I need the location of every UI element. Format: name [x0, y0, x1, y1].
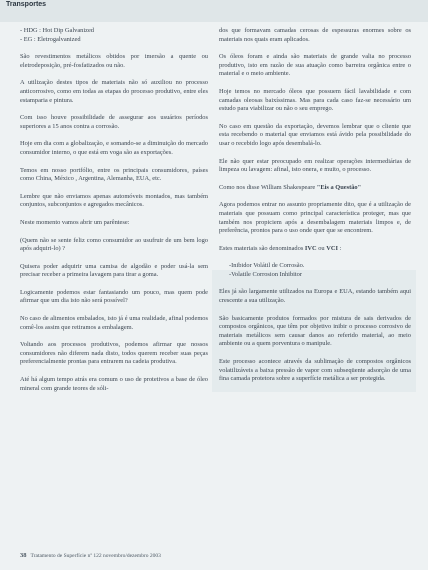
- paragraph: (Quem não se sente feliz como consumidor ao usufruir de um bem logo após adquiri-lo) ?: [20, 236, 208, 253]
- paragraph: Ele não quer estar preocupado em realizar operações intermediárias de limpeza ou lavagem: afinal, isto onera, e muito, o processo.: [219, 157, 411, 174]
- paragraph: São revestimentos metálicos obtidos por imersão a quente ou eletrodeposição, pré-fosfatizados ou não.: [20, 53, 208, 69]
- definition-item: -Inibidor Volátil de Corrosão.: [229, 262, 305, 270]
- paragraph: Este processo acontece através da sublimação de compostos orgânicos volatilizáveis a baixa pressão de vapor com subseqüente adsorção de uma fina camada protetora sobre a superfície metálica a ser protegida.: [219, 358, 411, 383]
- quote-intro: Como nos disse William Shakespeare: [219, 183, 317, 191]
- paragraph: São basicamente produtos formados por mistura de sais derivados de compostos orgânicos, que têm por objetivo inibir o processo corrosivo de materiais metálicos sem causar danos ao referido material, ao meio ambiente ou a quem porventura o manipule.: [219, 314, 411, 348]
- paragraph: Lembre que não enviamos apenas automóveis montados, mas também conjuntos, subconjuntos e agregados mecânicos.: [20, 192, 208, 209]
- paragraph: Hoje em dia com a globalização, e somando-se a diminuição do mercado consumidor interno, o que está em voga são as exportações.: [20, 140, 208, 156]
- paragraph: A utilização destes tipos de materiais não só auxiliou no processo anticorrosivo, como em todas as etapas do processo produtivo, entre eles estamparia e pintura.: [20, 79, 208, 104]
- paragraph: Voltando aos processos produtivos, podemos afirmar que nossos consumidores não diferem nada disto, todos querem receber suas peças preferencialmente prontas para entrarem na cadeia produtiva.: [20, 341, 208, 366]
- vci-term: VCI: [326, 244, 338, 252]
- paragraph: dos que formavam camadas cerosas de espessuras enormes sobre os materiais nos quais eram aplicados.: [219, 27, 411, 43]
- paragraph: Logicamente podemos estar fantasiando um pouco, mas quem pode afirmar que um dia isto não será possível?: [20, 288, 208, 305]
- paragraph: Os óleos foram e ainda são materiais de grande valia no processo produtivo, isto em razão de sua atuação como barreira orgânica entre o material e o meio ambiente.: [219, 53, 411, 78]
- paragraph: Até há algum tempo atrás era comum o uso de protetivos a base de óleo mineral com grande teores de sóli-: [20, 376, 208, 392]
- list-item: - EG : Eletrogalvanized: [20, 35, 81, 43]
- vci-paragraph: [219, 245, 411, 254]
- paragraph: Quisera poder adquirir uma camisa de algodão e poder usá-la sem precisar receber a primeira lavagem para tirar a goma.: [20, 262, 208, 279]
- paragraph: Neste momento vamos abrir um parêntese:: [20, 218, 130, 226]
- quote-text: "Eis a Questão": [316, 183, 362, 191]
- section-title: Transportes: [6, 1, 47, 8]
- list-item: - HDG : Hot Dip Galvanized: [20, 27, 95, 34]
- paragraph: Agora podemos entrar no assunto propriamente dito, que é a utilização de materiais que possuam como principal característica proteger, mas que também nos propiciem após a desembalagem materiais limpos e, de preferência, prontos para o uso onde quer que se encontrem.: [219, 201, 411, 235]
- paragraph: Temos em nosso portfólio, entre os principais consumidores, países como China, México , Argentina, Alemanha, EUA, etc.: [20, 166, 208, 183]
- publication-info: Tratamento de Superfície nº 122 novembro/dezembro 2003: [30, 553, 161, 559]
- footer: [20, 552, 161, 559]
- page-number: 38: [20, 552, 27, 559]
- header-bar: [0, 0, 428, 22]
- ivc-term: IVC: [304, 244, 317, 252]
- paragraph: No caso de alimentos embalados, isto já é uma realidade, afinal podemos comê-los assim que retiramos a embalagem.: [20, 315, 208, 331]
- paragraph: Hoje temos no mercado óleos que possuem fácil lavabilidade e com camadas oleosas baixíssimas. Mas para cada caso faz-se necessário um estudo para viabilizar ou não o seu emprego.: [219, 87, 411, 113]
- vci-suffix: :: [337, 244, 342, 252]
- right-column: [219, 27, 411, 393]
- definition-item: -Volatile Corrosion Inhibitor: [229, 270, 303, 278]
- paragraph: No caso em questão da exportação, devemos lembrar que o cliente que esta recebendo o material que enviamos está ávido pela possibilidade do usar o recebido logo após desembalá-lo.: [219, 122, 411, 147]
- shakespeare-paragraph: [219, 184, 411, 193]
- vci-connector: ou: [316, 244, 327, 252]
- vci-intro: Estes materiais são denominados: [219, 244, 305, 252]
- left-column: [20, 27, 208, 402]
- paragraph: Eles já são largamente utilizados na Europa e EUA, estando também aqui crescente a sua utilização.: [219, 288, 411, 305]
- paragraph: Com isso houve possibilidade de assegurar aos usuários períodos superiores a 15 anos contra a corrosão.: [20, 114, 208, 130]
